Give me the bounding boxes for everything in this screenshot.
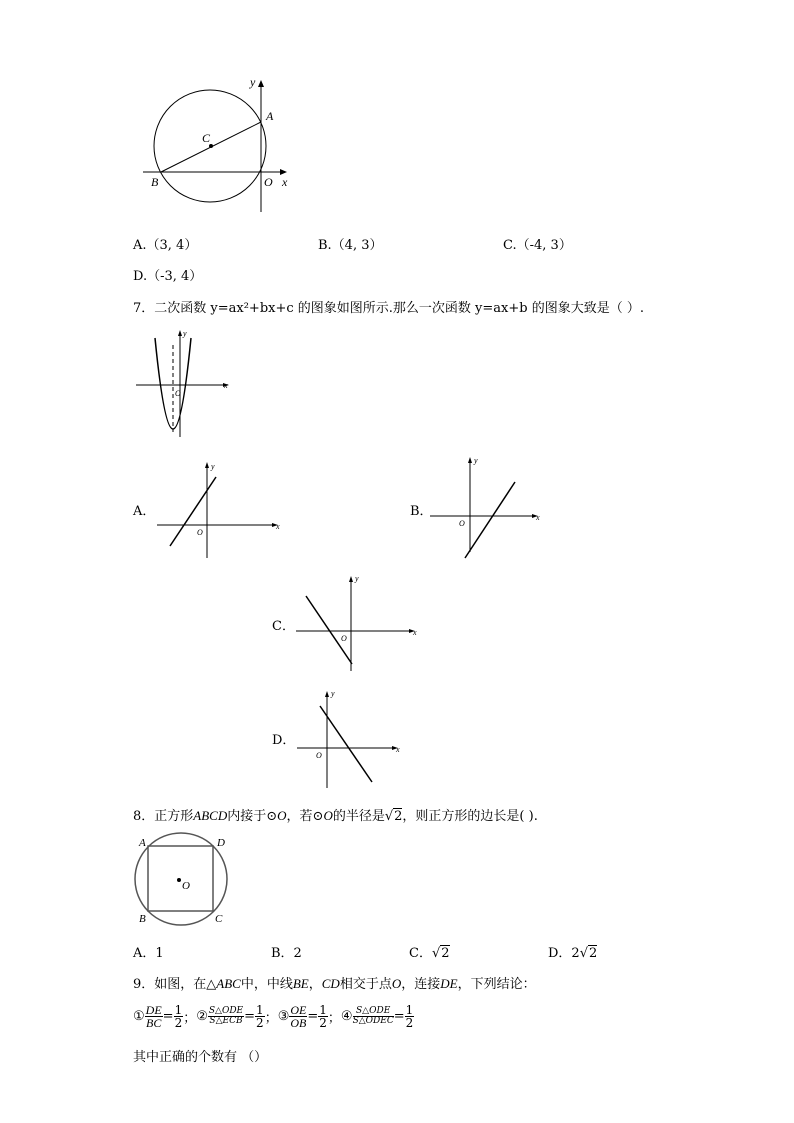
- q9-stem-comma: ，: [308, 977, 322, 992]
- q9-stem-mid1: 中，中线: [240, 977, 293, 992]
- q9-c2-fraction: [208, 1007, 244, 1026]
- q8-option-c-sqrt: √: [431, 946, 441, 961]
- b-label-x: x: [536, 513, 540, 522]
- q9-c4-marker: ④: [340, 1008, 353, 1024]
- q7-parabola-graph: [132, 325, 232, 440]
- b-label-y: y: [474, 456, 478, 465]
- q9-c3-sep: ；: [327, 1010, 341, 1026]
- d-y-arrow: [325, 691, 329, 697]
- q6-label-o: O: [264, 175, 273, 189]
- q8-option-d-sqrt: √: [579, 946, 588, 961]
- q9-stem-pre: 9．如图，在△: [133, 977, 217, 992]
- q9-c2-eq: =: [244, 1008, 256, 1024]
- q9-c4-rhs: [405, 1004, 415, 1029]
- c-label-x: x: [413, 628, 417, 637]
- q8-figure: [130, 832, 235, 932]
- q8-stem: [133, 805, 538, 824]
- q8-option-d[interactable]: [548, 942, 597, 961]
- q7-label-x: x: [224, 381, 228, 390]
- q9-c4-den: S△ODEC: [352, 1015, 394, 1026]
- a-label-o: O: [197, 528, 203, 537]
- q9-c3-rhs: [318, 1004, 328, 1029]
- q9-stem-be: BE: [292, 976, 309, 991]
- b-label-o: O: [459, 519, 465, 528]
- d-label-x: x: [396, 745, 400, 754]
- q6-label-y: y: [250, 75, 256, 89]
- q9-stem-de: DE: [440, 976, 458, 991]
- q8-option-d-label: D．2: [548, 946, 580, 961]
- q8-stem-post: ，则正方形的边长是( ).: [402, 809, 538, 824]
- q9-c2-den: S△ECB: [209, 1015, 243, 1026]
- q9-c1-fraction: [145, 1004, 163, 1029]
- q8-label-a: A: [139, 837, 146, 849]
- q8-stem-mid3: 的半径是: [332, 809, 385, 824]
- q9-c4-rn: 1: [405, 1002, 414, 1017]
- c-label-y: y: [355, 574, 359, 583]
- q9-c3-fraction: [289, 1004, 307, 1029]
- q6-label-x: x: [282, 175, 288, 189]
- q7-option-d[interactable]: D．: [272, 733, 296, 748]
- q9-c2-rn: 1: [256, 1002, 264, 1017]
- q9-footer: 其中正确的个数有 （）: [133, 1050, 268, 1065]
- q8-option-c-val: 2: [441, 946, 450, 961]
- q8-stem-mid1: 内接于⊙: [227, 809, 278, 824]
- q9-stem-o: O: [391, 976, 402, 991]
- q7-option-c[interactable]: C．: [272, 619, 295, 634]
- q7-graph-d[interactable]: [290, 684, 405, 792]
- q8-option-c[interactable]: [409, 942, 450, 961]
- q6-label-a: A: [266, 109, 274, 123]
- q7-y-arrow: [178, 330, 182, 336]
- q7-label-o: O: [175, 389, 181, 398]
- q9-c3-marker: ③: [277, 1008, 290, 1024]
- q9-c2-marker: ②: [196, 1008, 208, 1024]
- q6-option-d[interactable]: D.（-3, 4）: [133, 269, 203, 284]
- q6-label-c: C: [202, 131, 211, 145]
- q8-option-d-val: 2: [589, 946, 598, 961]
- q8-label-b: B: [139, 913, 146, 925]
- c-label-o: O: [341, 634, 347, 643]
- q9-c1-rhs: [174, 1004, 184, 1029]
- q7-stem: 7．二次函数 y=ax²+bx+c 的图象如图所示.那么一次函数 y=ax+b 的图象大致是（ ）.: [133, 301, 644, 316]
- c-line: [306, 596, 352, 664]
- q8-stem-pre: 8．正方形: [133, 809, 194, 824]
- q7-graph-c[interactable]: [290, 570, 420, 678]
- d-label-o: O: [316, 751, 322, 760]
- q9-c1-rn: 1: [174, 1002, 183, 1017]
- q6-circle-figure: [140, 70, 300, 220]
- q8-option-c-label: C．: [409, 946, 432, 961]
- q6-option-c[interactable]: C.（-4, 3）: [503, 238, 572, 253]
- q6-label-b: B: [151, 175, 159, 189]
- q7-option-a[interactable]: A．: [133, 504, 156, 519]
- q6-y-arrow: [258, 80, 264, 87]
- q9-c4-num: S△ODE: [353, 1007, 394, 1017]
- q8-sqrt-sign: √: [384, 809, 394, 824]
- q8-option-b[interactable]: B．2: [271, 946, 302, 961]
- q8-center-dot: [177, 878, 181, 882]
- q7-label-y: y: [183, 329, 187, 338]
- q8-stem-square: ABCD: [193, 808, 228, 823]
- a-label-y: y: [211, 462, 215, 471]
- q7-graph-b[interactable]: [425, 452, 545, 564]
- q9-stem-mid3: ，连接: [401, 977, 441, 992]
- q8-stem-o1: O: [277, 808, 287, 823]
- a-y-arrow: [205, 462, 209, 468]
- q9-c4-rd: 2: [405, 1015, 414, 1030]
- c-y-arrow: [349, 576, 353, 582]
- q9-c3-num: OE: [290, 1002, 307, 1017]
- q9-c2-sep: ；: [264, 1010, 278, 1026]
- a-line: [170, 477, 216, 546]
- b-line: [465, 482, 515, 558]
- b-y-arrow: [468, 457, 472, 463]
- q9-c3-rn: 1: [319, 1002, 327, 1017]
- q9-c2-rhs: [255, 1004, 265, 1029]
- d-label-y: y: [331, 689, 335, 698]
- q7-option-b[interactable]: B．: [410, 504, 433, 519]
- q8-stem-radius: 2: [394, 809, 403, 824]
- q9-c3-rd: 2: [319, 1015, 327, 1030]
- q9-c1-marker: ①: [133, 1008, 145, 1024]
- q9-c4-eq: =: [393, 1008, 405, 1024]
- q9-c4-fraction: [353, 1007, 394, 1026]
- q9-c2-rd: 2: [256, 1015, 264, 1030]
- q9-stem-tri: ABC: [216, 976, 241, 991]
- d-line: [320, 706, 372, 782]
- q9-c1-eq: =: [162, 1008, 174, 1024]
- q8-label-o: O: [182, 880, 190, 892]
- q9-c1-rd: 2: [174, 1015, 183, 1030]
- q8-stem-o2: O: [323, 808, 333, 823]
- q9-c1-num: DE: [145, 1002, 162, 1017]
- q9-c3-den: OB: [290, 1015, 307, 1030]
- a-label-x: x: [276, 522, 280, 531]
- q9-stem-mid2: 相交于点: [339, 977, 392, 992]
- q9-stem-cd: CD: [321, 976, 340, 991]
- q9-c3-eq: =: [307, 1008, 319, 1024]
- q8-label-c: C: [215, 913, 223, 925]
- q8-option-a[interactable]: A．1: [133, 946, 164, 961]
- q9-c1-den: BC: [145, 1015, 162, 1030]
- q9-stem-post: ，下列结论：: [457, 977, 536, 992]
- q9-conclusions: [133, 998, 414, 1034]
- q8-stem-mid2: ，若⊙: [286, 809, 324, 824]
- q9-c2-num: S△ODE: [208, 1005, 244, 1016]
- q9-c1-sep: ；: [183, 1010, 197, 1026]
- q8-label-d: D: [217, 837, 225, 849]
- q6-option-b[interactable]: B.（4, 3）: [318, 238, 383, 253]
- q7-graph-a[interactable]: [150, 455, 285, 565]
- q6-option-a[interactable]: A.（3, 4）: [133, 238, 198, 253]
- q8-square: [148, 846, 213, 911]
- q9-stem: [133, 973, 536, 992]
